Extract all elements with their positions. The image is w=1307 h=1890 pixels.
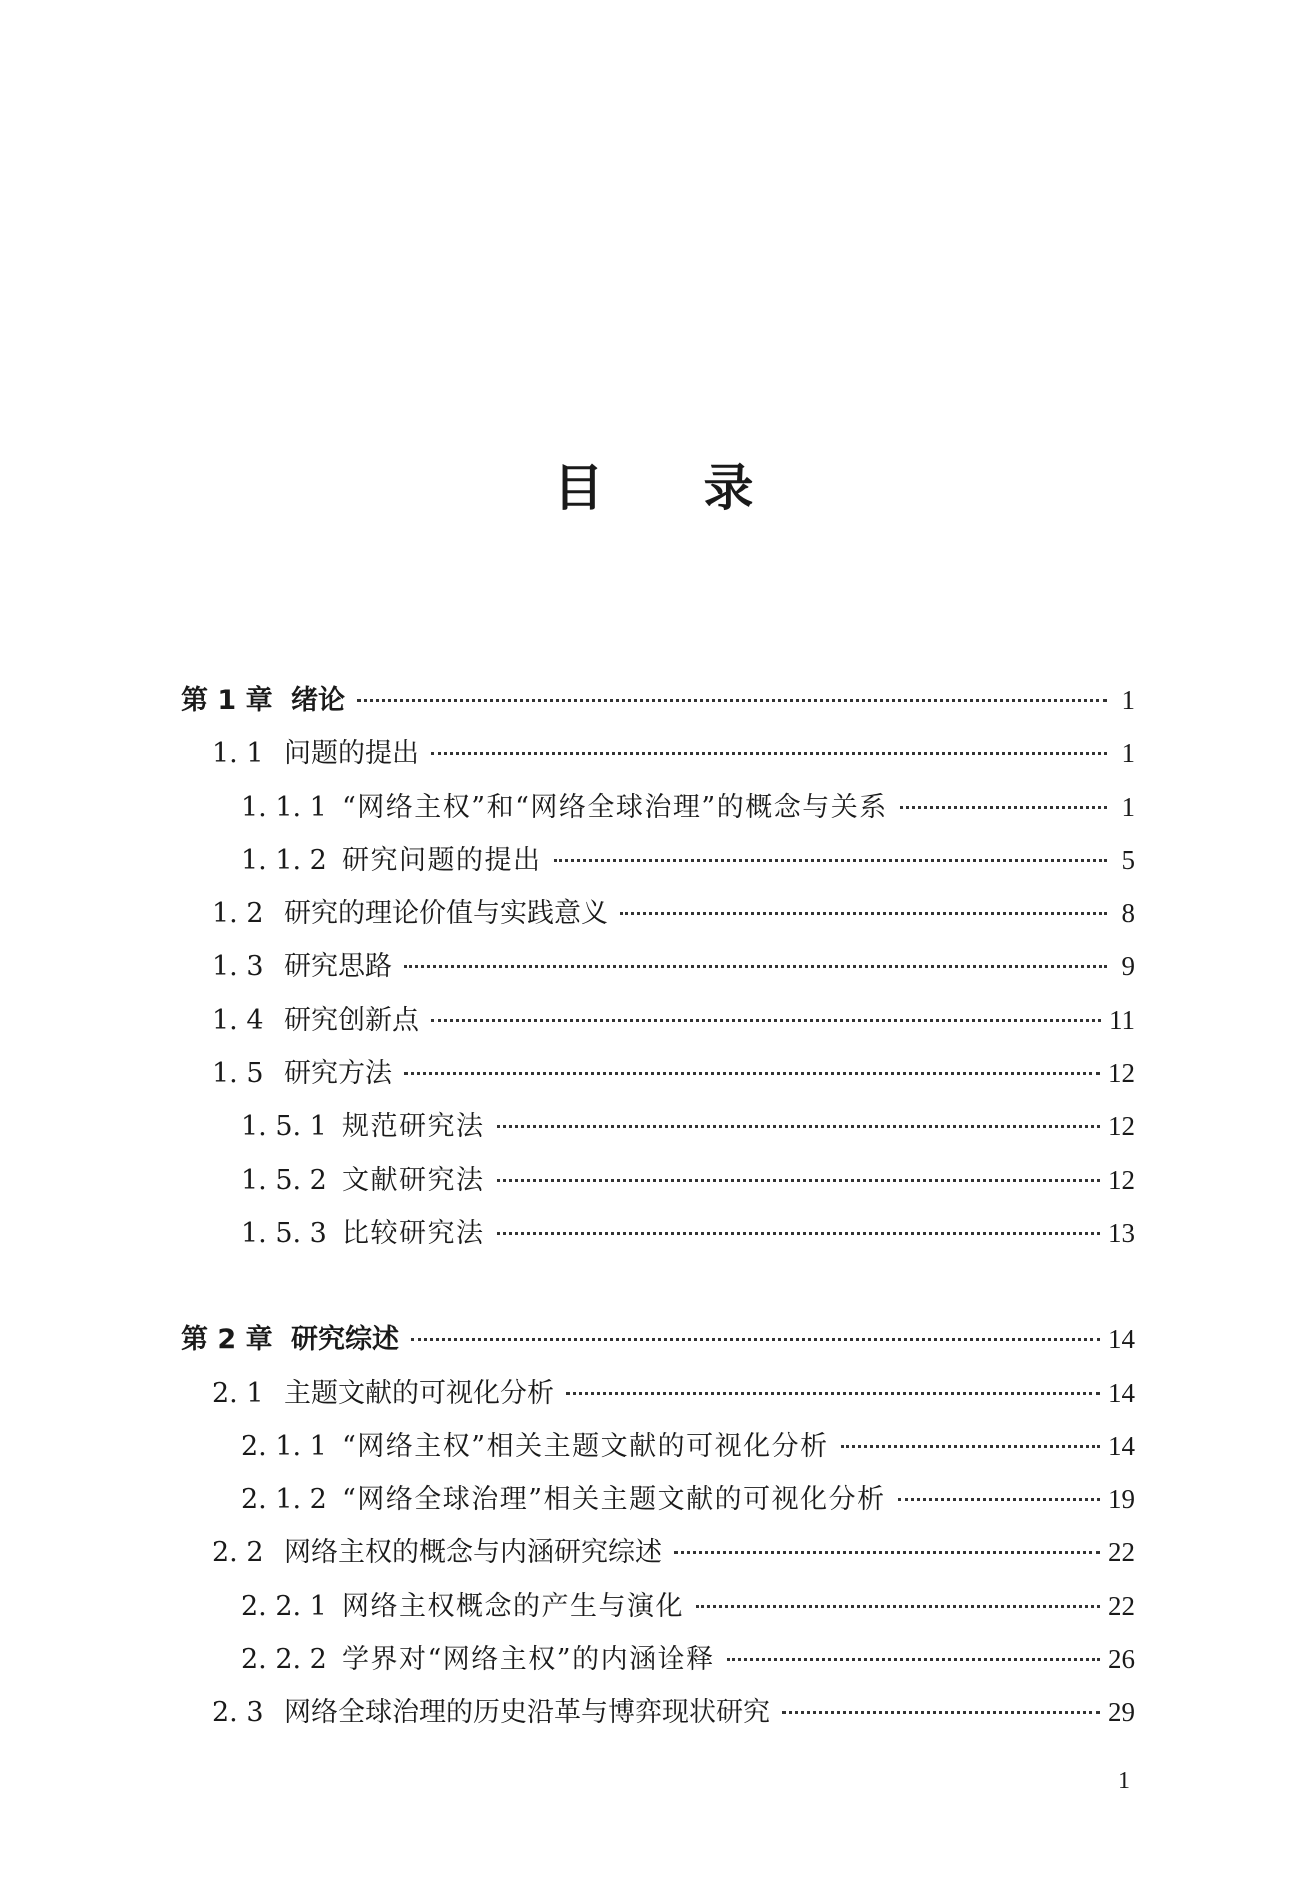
toc-entry[interactable] [181,1473,1135,1526]
toc-entry-label: 文献研究法 [342,1164,485,1196]
toc-dot-leader [497,1232,1101,1235]
toc-entry-page: 26 [1108,1644,1135,1675]
toc-entry[interactable] [181,1686,1135,1739]
toc-entry-page: 22 [1108,1537,1135,1568]
toc-entry-number: 1. 1 [212,738,264,770]
toc-entry-number: 1. 5. 2 [241,1164,327,1196]
toc-dot-leader [727,1658,1100,1661]
toc-entry-number: 1. 1. 2 [241,844,327,876]
toc-entry-label: 网络全球治理的历史沿革与博弈现状研究 [284,1697,770,1729]
toc-entry-page: 13 [1108,1217,1135,1248]
toc-dot-leader [404,1072,1100,1075]
toc-entry[interactable] [181,834,1135,887]
toc-entry-number: 2. 1 [212,1377,264,1409]
toc-chapter-group [181,674,1135,1260]
toc-entry-page: 12 [1108,1058,1135,1089]
toc-entry-number: 1. 5. 1 [241,1111,327,1143]
toc-entry-label: 绪论 [291,685,345,716]
toc-dot-leader [431,752,1107,755]
toc-dot-leader [782,1711,1100,1714]
toc-entry-label: 规范研究法 [342,1111,485,1143]
toc-entry-label: 比较研究法 [342,1217,485,1249]
toc-entry-page: 14 [1108,1430,1135,1461]
toc-entry-label: 研究综述 [291,1324,399,1356]
toc-entry-page: 12 [1108,1164,1135,1195]
toc-entry-page: 19 [1108,1484,1135,1515]
toc-entry[interactable] [181,1313,1135,1366]
toc-dot-leader [696,1605,1100,1608]
toc-entry-number: 1. 3 [212,951,264,983]
toc-entry-label: 研究思路 [284,951,392,983]
toc-entry-number: 1. 2 [212,898,264,930]
toc-entry[interactable] [181,1580,1135,1633]
toc-entry-label: 学界对“网络主权”的内涵诠释 [342,1644,715,1676]
toc-entry-number: 1. 5. 3 [241,1217,327,1249]
toc-entry-page: 5 [1121,844,1135,875]
toc-entry[interactable] [181,781,1135,834]
toc-entry-page: 1 [1121,791,1135,822]
toc-dot-leader [898,1498,1100,1501]
toc-entry-number: 第 1 章 [181,685,273,716]
toc-entry[interactable] [181,994,1135,1047]
toc-entry-label: 研究创新点 [284,1004,419,1036]
toc-dot-leader [900,806,1107,809]
toc-entry[interactable] [181,727,1135,780]
toc-entry-page: 14 [1108,1324,1135,1355]
table-of-contents [181,674,1135,1740]
toc-entry-number: 第 2 章 [181,1324,273,1356]
toc-dot-leader [497,1179,1101,1182]
toc-entry[interactable] [181,1367,1135,1420]
toc-entry-page: 29 [1108,1697,1135,1728]
toc-entry[interactable] [181,674,1135,727]
toc-entry-number: 1. 1. 1 [241,791,327,823]
toc-entry-label: 网络主权的概念与内涵研究综述 [284,1537,662,1569]
toc-entry[interactable] [181,1633,1135,1686]
toc-entry-label: 研究问题的提出 [342,844,542,876]
toc-entry-page: 8 [1121,898,1135,929]
toc-entry-page: 12 [1108,1111,1135,1142]
toc-dot-leader [357,699,1107,702]
toc-entry-label: 研究的理论价值与实践意义 [284,898,608,930]
toc-entry-page: 1 [1121,738,1135,769]
toc-entry[interactable] [181,1100,1135,1153]
toc-entry[interactable] [181,1420,1135,1473]
toc-entry-number: 2. 2. 2 [241,1644,327,1676]
toc-entry-label: “网络主权”相关主题文献的可视化分析 [342,1430,829,1462]
toc-entry-number: 2. 1. 1 [241,1430,327,1462]
toc-dot-leader [411,1338,1100,1341]
toc-dot-leader [566,1392,1100,1395]
toc-entry-label: 研究方法 [284,1058,392,1090]
toc-entry-number: 1. 5 [212,1058,264,1090]
toc-entry-label: 网络主权概念的产生与演化 [342,1590,684,1622]
toc-dot-leader [841,1445,1100,1448]
toc-entry-number: 2. 1. 2 [241,1484,327,1516]
toc-entry-label: “网络全球治理”相关主题文献的可视化分析 [342,1484,886,1516]
toc-entry-number: 1. 4 [212,1004,264,1036]
page-number: 1 [1118,1768,1130,1794]
toc-entry-page: 14 [1108,1377,1135,1408]
toc-dot-leader [404,965,1107,968]
toc-entry-page: 9 [1121,951,1135,982]
toc-dot-leader [554,859,1108,862]
toc-entry-page: 11 [1109,1004,1135,1035]
toc-entry[interactable] [181,1047,1135,1100]
toc-entry-page: 1 [1121,685,1135,715]
toc-entry-label: “网络主权”和“网络全球治理”的概念与关系 [342,791,888,823]
toc-entry-label: 问题的提出 [284,738,419,770]
toc-chapter-group [181,1313,1135,1739]
toc-entry[interactable] [181,887,1135,940]
toc-entry[interactable] [181,1154,1135,1207]
toc-entry[interactable] [181,1526,1135,1579]
toc-entry-number: 2. 3 [212,1697,264,1729]
toc-entry[interactable] [181,940,1135,993]
toc-entry-number: 2. 2. 1 [241,1590,327,1622]
toc-dot-leader [431,1019,1101,1022]
toc-entry[interactable] [181,1207,1135,1260]
toc-entry-label: 主题文献的可视化分析 [284,1377,554,1409]
toc-entry-number: 2. 2 [212,1537,264,1569]
toc-dot-leader [674,1551,1100,1554]
toc-entry-page: 22 [1108,1590,1135,1621]
page-title: 目录 [553,459,854,517]
toc-dot-leader [497,1125,1101,1128]
toc-dot-leader [620,912,1107,915]
